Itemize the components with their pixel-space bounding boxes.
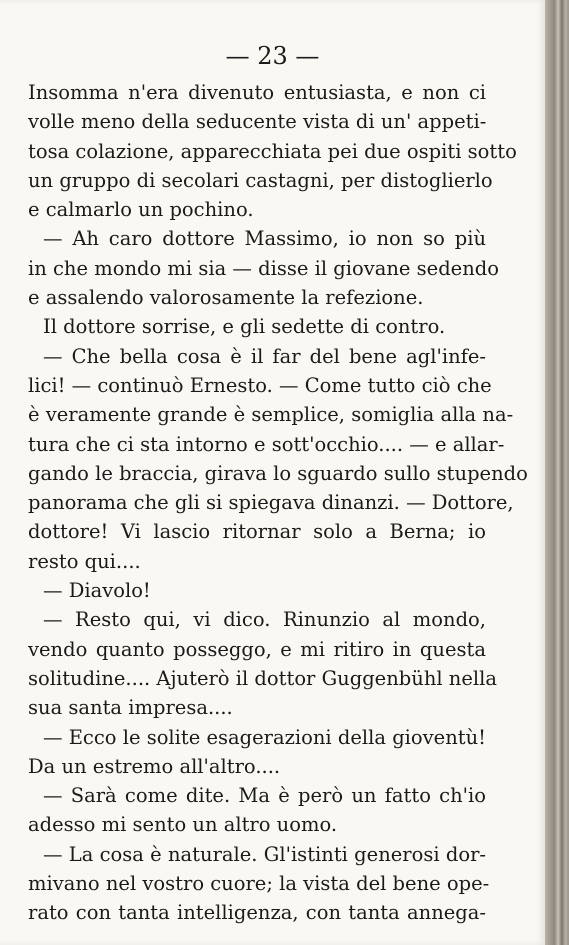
body-text — [28, 78, 528, 928]
text-line: — Ah caro dottore Massimo, io non so più — [43, 227, 486, 251]
text-line: Il dottore sorrise, e gli sedette di contro. — [43, 315, 446, 339]
text-line: panorama che gli si spiegava dinanzi. — Dottore, — [28, 491, 514, 515]
text-line: è veramente grande è semplice, somiglia alla na- — [28, 403, 514, 427]
text-line: tosa colazione, apparecchiata pei due ospiti sotto — [28, 139, 517, 163]
text-line: volle meno della seducente vista di un' appeti- — [28, 110, 487, 134]
text-line: gando le braccia, girava lo sguardo sullo stupendo — [28, 461, 528, 485]
text-line: dottore! Vi lascio ritornar solo a Berna; io — [28, 520, 486, 544]
text-line: Insomma n'era divenuto entusiasta, e non ci — [28, 81, 486, 104]
text-line: — Sarà come dite. Ma è però un fatto ch'io — [43, 784, 486, 808]
text-line: un gruppo di secolari castagni, per distoglierlo — [28, 168, 493, 192]
text-line: — Che bella cosa è il far del bene agl'infe- — [43, 344, 486, 368]
text-line: e assalendo valorosamente la refezione. — [28, 286, 424, 310]
text-line: lici! — continuò Ernesto. — Come tutto ciò che — [28, 373, 492, 397]
text-line: in che mondo mi sia — disse il giovane sedendo — [28, 256, 500, 280]
text-line: — Diavolo! — [43, 579, 151, 603]
text-line: solitudine.... Ajuterò il dottor Guggenbühl nella — [28, 666, 498, 690]
text-line: Da un estremo all'altro.... — [28, 754, 281, 778]
text-line: — Resto qui, vi dico. Rinunzio al mondo, — [43, 608, 486, 632]
text-line: tura che ci sta intorno e sott'occhio.... — e allar- — [28, 432, 505, 456]
text-line: vendo quanto posseggo, e mi ritiro in questa — [28, 637, 486, 661]
text-line: e calmarlo un pochino. — [28, 198, 254, 222]
text-line: rato con tanta intelligenza, con tanta annega- — [28, 901, 486, 925]
page-number: — 23 — — [225, 42, 320, 70]
book-edge — [545, 0, 569, 945]
text-line: mivano nel vostro cuore; la vista del bene ope- — [28, 872, 490, 896]
text-line: sua santa impresa.... — [28, 696, 233, 720]
text-line: adesso mi sento un altro uomo. — [28, 813, 338, 837]
text-line: — La cosa è naturale. Gl'istinti generosi dor- — [43, 842, 486, 866]
text-line: resto qui.... — [28, 549, 141, 573]
text-line: — Ecco le solite esagerazioni della gioventù! — [43, 725, 486, 749]
